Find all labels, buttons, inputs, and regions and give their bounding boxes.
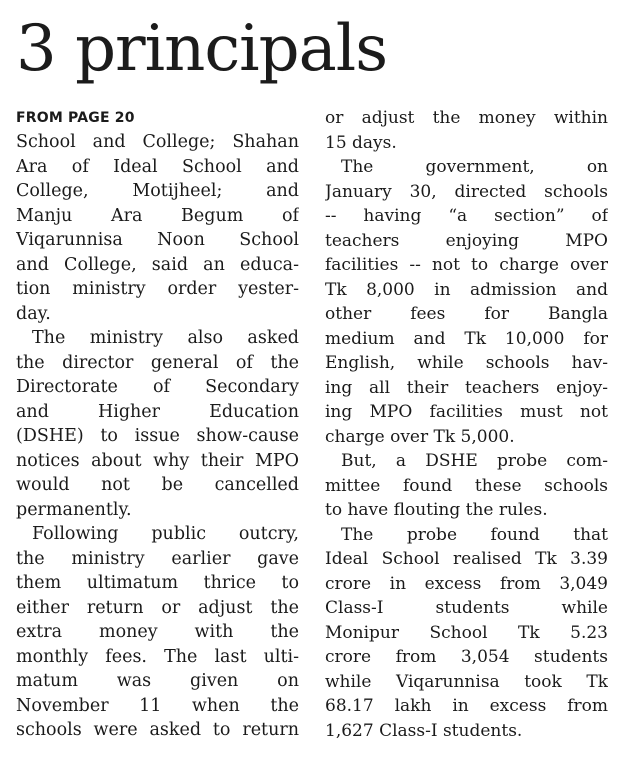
text-line: facilities -- not to charge over [325, 255, 608, 275]
text-line: College, Motijheel; and [16, 181, 299, 201]
text-line: crore from 3,054 students [325, 647, 608, 667]
text-line: January 30, directed schools [325, 181, 608, 202]
text-line: School and College; Shahan [16, 132, 299, 152]
text-line: 1,627 Class-I students. [325, 720, 523, 741]
text-line: 68.17 lakh in excess from [325, 696, 608, 716]
text-line: either return or adjust the [16, 597, 299, 618]
headline: 3 principals [16, 12, 388, 86]
text-line: medium and Tk 10,000 for [325, 328, 608, 349]
text-line: The ministry also asked [32, 328, 299, 348]
text-line: Following public outcry, [32, 524, 299, 544]
text-line: the director general of the [16, 352, 299, 373]
article-column-right [325, 106, 608, 743]
text-line: November 11 when the [16, 695, 299, 716]
text-line: But, a DSHE probe com- [341, 451, 608, 471]
text-line: (DSHE) to issue show-cause [16, 426, 299, 446]
text-line: schools were asked to return [16, 720, 299, 740]
text-line: monthly fees. The last ulti- [16, 646, 299, 667]
article-column-left [16, 106, 299, 743]
text-line: to have flouting the rules. [325, 500, 548, 520]
text-line: notices about why their MPO [16, 450, 299, 471]
text-line: Class-I students while [325, 598, 608, 618]
text-line: -- having “a section” of [325, 206, 608, 226]
text-line: and College, said an educa- [16, 254, 299, 275]
text-line: English, while schools hav- [325, 353, 608, 373]
text-line: crore in excess from 3,049 [325, 573, 608, 594]
text-line: Tk 8,000 in admission and [325, 279, 608, 300]
text-line: Manju Ara Begum of [16, 205, 299, 226]
text-line: the ministry earlier gave [16, 548, 299, 569]
text-line: 15 days. [325, 132, 397, 153]
text-line: charge over Tk 5,000. [325, 426, 515, 447]
text-line: mittee found these schools [325, 475, 608, 496]
text-line: The government, on [341, 157, 608, 177]
text-line: extra money with the [16, 622, 299, 642]
text-line: Ideal School realised Tk 3.39 [325, 549, 608, 569]
text-line: Directorate of Secondary [16, 377, 299, 397]
text-line: Monipur School Tk 5.23 [325, 622, 608, 643]
text-line: matum was given on [16, 671, 299, 691]
text-line: The probe found that [341, 524, 608, 545]
text-line: Viqarunnisa Noon School [16, 230, 299, 250]
text-line: tion ministry order yester- [16, 279, 299, 299]
text-line: other fees for Bangla [325, 304, 608, 324]
text-line: them ultimatum thrice to [16, 573, 299, 593]
column-text [16, 130, 299, 743]
text-line: or adjust the money within [325, 108, 608, 128]
text-line: ing all their teachers enjoy- [325, 377, 608, 398]
text-line: permanently. [16, 499, 132, 520]
text-line: teachers enjoying MPO [325, 230, 608, 251]
text-line: ing MPO facilities must not [325, 402, 608, 422]
text-line: day. [16, 303, 51, 324]
text-line: while Viqarunnisa took Tk [325, 671, 608, 692]
text-line: Ara of Ideal School and [16, 156, 299, 177]
continuation-kicker: FROM PAGE 20 [16, 110, 135, 126]
column-text [325, 106, 608, 743]
text-line: and Higher Education [16, 401, 299, 422]
text-line: would not be cancelled [16, 475, 299, 495]
